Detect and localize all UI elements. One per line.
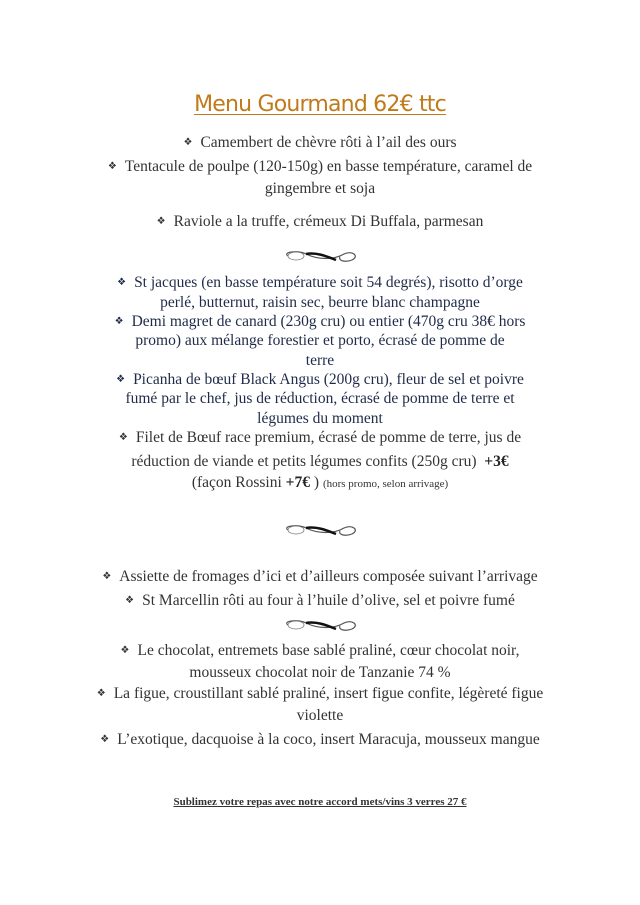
item-text: Demi magret de canard (230g cru) ou entier (470g cru 38€ hors bbox=[131, 313, 526, 330]
bullet-icon: ❖ bbox=[120, 645, 130, 656]
item-text: promo) aux mélange forestier et porto, écrasé de pomme de bbox=[135, 332, 505, 349]
bullet-icon: ❖ bbox=[107, 161, 117, 172]
bullet-icon: ❖ bbox=[114, 316, 124, 327]
item-text: Picanha de bœuf Black Angus (200g cru), fleur de sel et poivre bbox=[133, 371, 524, 388]
main-item bbox=[0, 312, 640, 332]
item-text: Assiette de fromages d’ici et d’ailleurs composée suivant l’arrivage bbox=[119, 568, 538, 585]
bullet-icon: ❖ bbox=[118, 432, 128, 443]
item-text: Tentacule de poulpe (120-150g) en basse température, caramel de bbox=[124, 158, 533, 175]
cheese-item bbox=[0, 567, 640, 587]
item-text: légumes du moment bbox=[257, 410, 383, 427]
rossini-label: (façon Rossini bbox=[191, 474, 282, 491]
item-text: La figue, croustillant sablé praliné, insert figue confite, légèreté figue bbox=[113, 685, 544, 702]
rossini-price: +7€ bbox=[285, 474, 311, 491]
starter-item bbox=[0, 133, 640, 153]
item-note: (hors promo, selon arrivage) bbox=[322, 478, 449, 490]
bullet-icon: ❖ bbox=[117, 277, 127, 288]
item-text: St jacques (en basse température soit 54 degrés), risotto d’orge bbox=[134, 274, 523, 291]
item-text: réduction de viande et petits légumes confits (250g cru) bbox=[131, 453, 477, 470]
dessert-item bbox=[0, 641, 640, 661]
item-text: Filet de Bœuf race premium, écrasé de pomme de terre, jus de bbox=[135, 429, 522, 446]
item-text: Le chocolat, entremets base sablé praliné, cœur chocolat noir, bbox=[137, 642, 520, 659]
starter-item bbox=[0, 212, 640, 232]
item-text: St Marcellin rôti au four à l’huile d’olive, sel et poivre fumé bbox=[142, 592, 515, 609]
item-text: L’exotique, dacquoise à la coco, insert Maracuja, mousseux mangue bbox=[117, 731, 540, 748]
main-item bbox=[0, 428, 640, 448]
item-text: Raviole a la truffe, crémeux Di Buffala, parmesan bbox=[173, 213, 484, 230]
dessert-item bbox=[0, 684, 640, 704]
main-item bbox=[0, 273, 640, 293]
item-text: perlé, butternut, raisin sec, beurre blanc champagne bbox=[160, 294, 480, 311]
item-text: terre bbox=[305, 352, 335, 369]
bullet-icon: ❖ bbox=[100, 734, 110, 745]
rossini-close: ) bbox=[313, 474, 320, 491]
item-text: fumé par le chef, jus de réduction, écrasé de pomme de terre et bbox=[125, 390, 515, 407]
ornament-divider-icon bbox=[0, 522, 640, 543]
dessert-item bbox=[0, 730, 640, 750]
ornament-divider-icon bbox=[0, 617, 640, 638]
wine-pairing-note: Sublimez votre repas avec notre accord mets/vins 3 verres 27 € bbox=[173, 796, 467, 808]
item-text bbox=[0, 473, 640, 494]
main-item bbox=[0, 370, 640, 390]
bullet-icon: ❖ bbox=[183, 137, 193, 148]
bullet-icon: ❖ bbox=[116, 374, 126, 385]
item-text bbox=[0, 452, 640, 472]
item-text: Camembert de chèvre rôti à l’ail des ours bbox=[200, 134, 457, 151]
bullet-icon: ❖ bbox=[96, 688, 106, 699]
item-text: gingembre et soja bbox=[264, 180, 376, 197]
item-text: mousseux chocolat noir de Tanzanie 74 % bbox=[189, 664, 451, 681]
bullet-icon: ❖ bbox=[156, 216, 166, 227]
item-text: violette bbox=[296, 707, 344, 724]
bullet-icon: ❖ bbox=[125, 595, 135, 606]
ornament-divider-icon bbox=[0, 248, 640, 269]
menu-title: Menu Gourmand 62€ ttc bbox=[194, 92, 446, 117]
cheese-item bbox=[0, 591, 640, 611]
supplement-price: +3€ bbox=[484, 453, 509, 470]
starter-item bbox=[0, 157, 640, 177]
bullet-icon: ❖ bbox=[102, 571, 112, 582]
